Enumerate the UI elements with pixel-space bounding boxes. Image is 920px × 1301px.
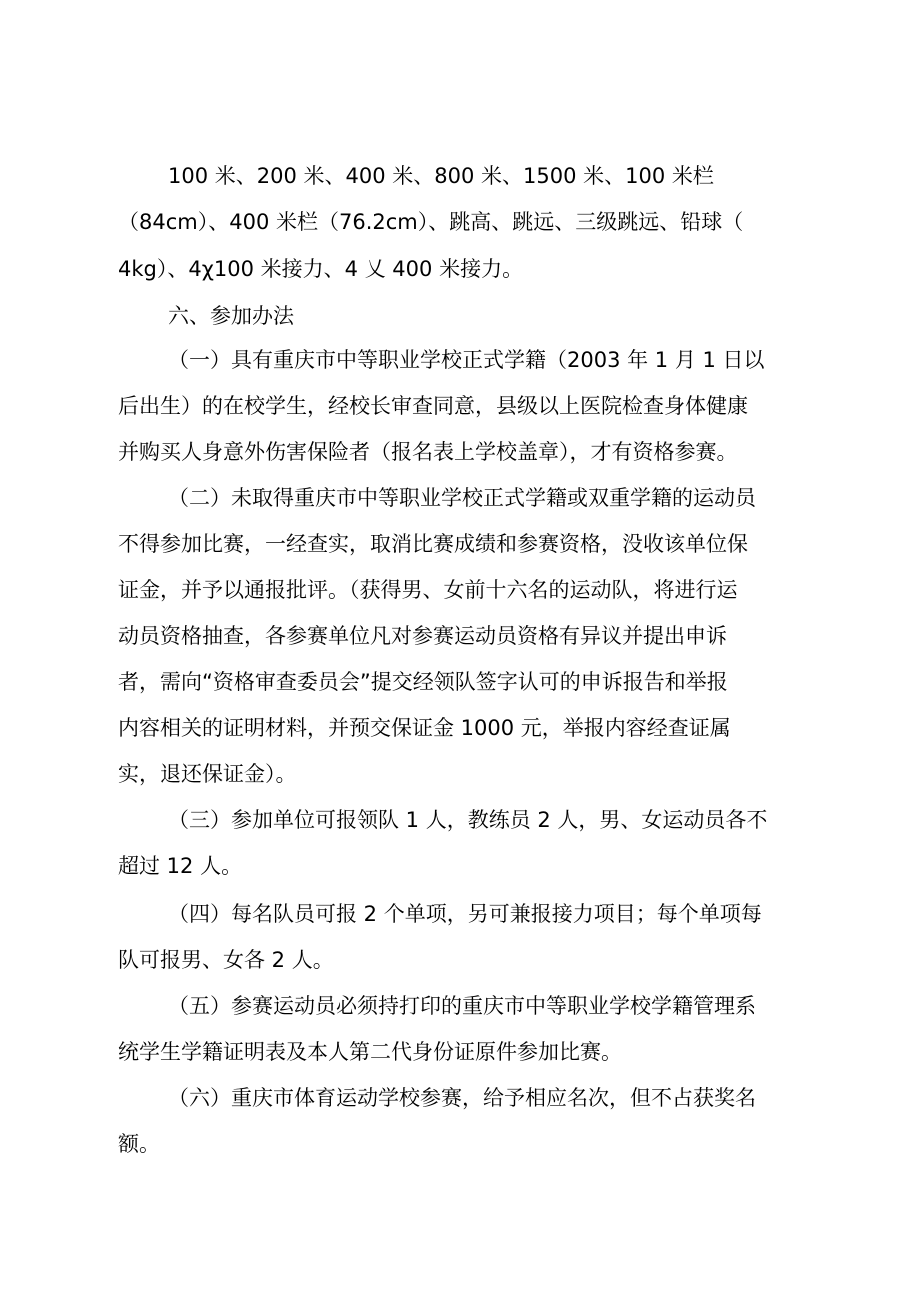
item-4-line-1: （四）每名队员可报 2 个单项，另可兼报接力项目；每个单项每 [168, 902, 762, 926]
item-2-line-7: 实，退还保证金）。 [118, 762, 297, 786]
item-1-line-2: 后出生）的在校学生，经校长审查同意，县级以上医院检查身体健康 [118, 394, 748, 418]
item-2-line-4: 动员资格抽查，各参赛单位凡对参赛运动员资格有异议并提出申诉 [118, 624, 727, 648]
item-6-line-1: （六）重庆市体育运动学校参赛，给予相应名次，但不占获奖名 [168, 1086, 756, 1110]
item-5-line-2: 统学生学籍证明表及本人第二代身份证原件参加比赛。 [118, 1040, 622, 1064]
item-3-line-2: 超过 12 人。 [118, 854, 243, 878]
item-5-line-1: （五）参赛运动员必须持打印的重庆市中等职业学校学籍管理系 [168, 994, 756, 1018]
item-2-line-6: 内容相关的证明材料，并预交保证金 1000 元，举报内容经查证属 [118, 716, 731, 740]
item-1-line-1: （一）具有重庆市中等职业学校正式学籍（2003 年 1 月 1 日以 [168, 348, 765, 372]
events-line-3: 4kg）、4χ100 米接力、4 乂 400 米接力。 [118, 257, 524, 281]
section-six-heading: 六、参加办法 [168, 304, 294, 328]
item-2-line-3: 证金，并予以通报批评。（获得男、女前十六名的运动队，将进行运 [118, 578, 738, 602]
events-line-2: （84cm）、400 米栏（76.2cm）、跳高、跳远、三级跳远、铅球（ [118, 210, 744, 234]
events-line-1: 100 米、200 米、400 米、800 米、1500 米、100 米栏 [168, 164, 714, 188]
item-3-line-1: （三）参加单位可报领队 1 人，教练员 2 人，男、女运动员各不 [168, 808, 768, 832]
item-6-line-2: 额。 [118, 1132, 160, 1156]
item-2-line-5: 者，需向“资格审查委员会”提交经领队签字认可的申诉报告和举报 [118, 670, 728, 694]
item-1-line-3: 并购买人身意外伤害保险者（报名表上学校盖章），才有资格参赛。 [118, 440, 738, 464]
item-2-line-1: （二）未取得重庆市中等职业学校正式学籍或双重学籍的运动员 [168, 486, 756, 510]
item-2-line-2: 不得参加比赛，一经查实，取消比赛成绩和参赛资格，没收该单位保 [118, 532, 748, 556]
item-4-line-2: 队可报男、女各 2 人。 [118, 948, 334, 972]
